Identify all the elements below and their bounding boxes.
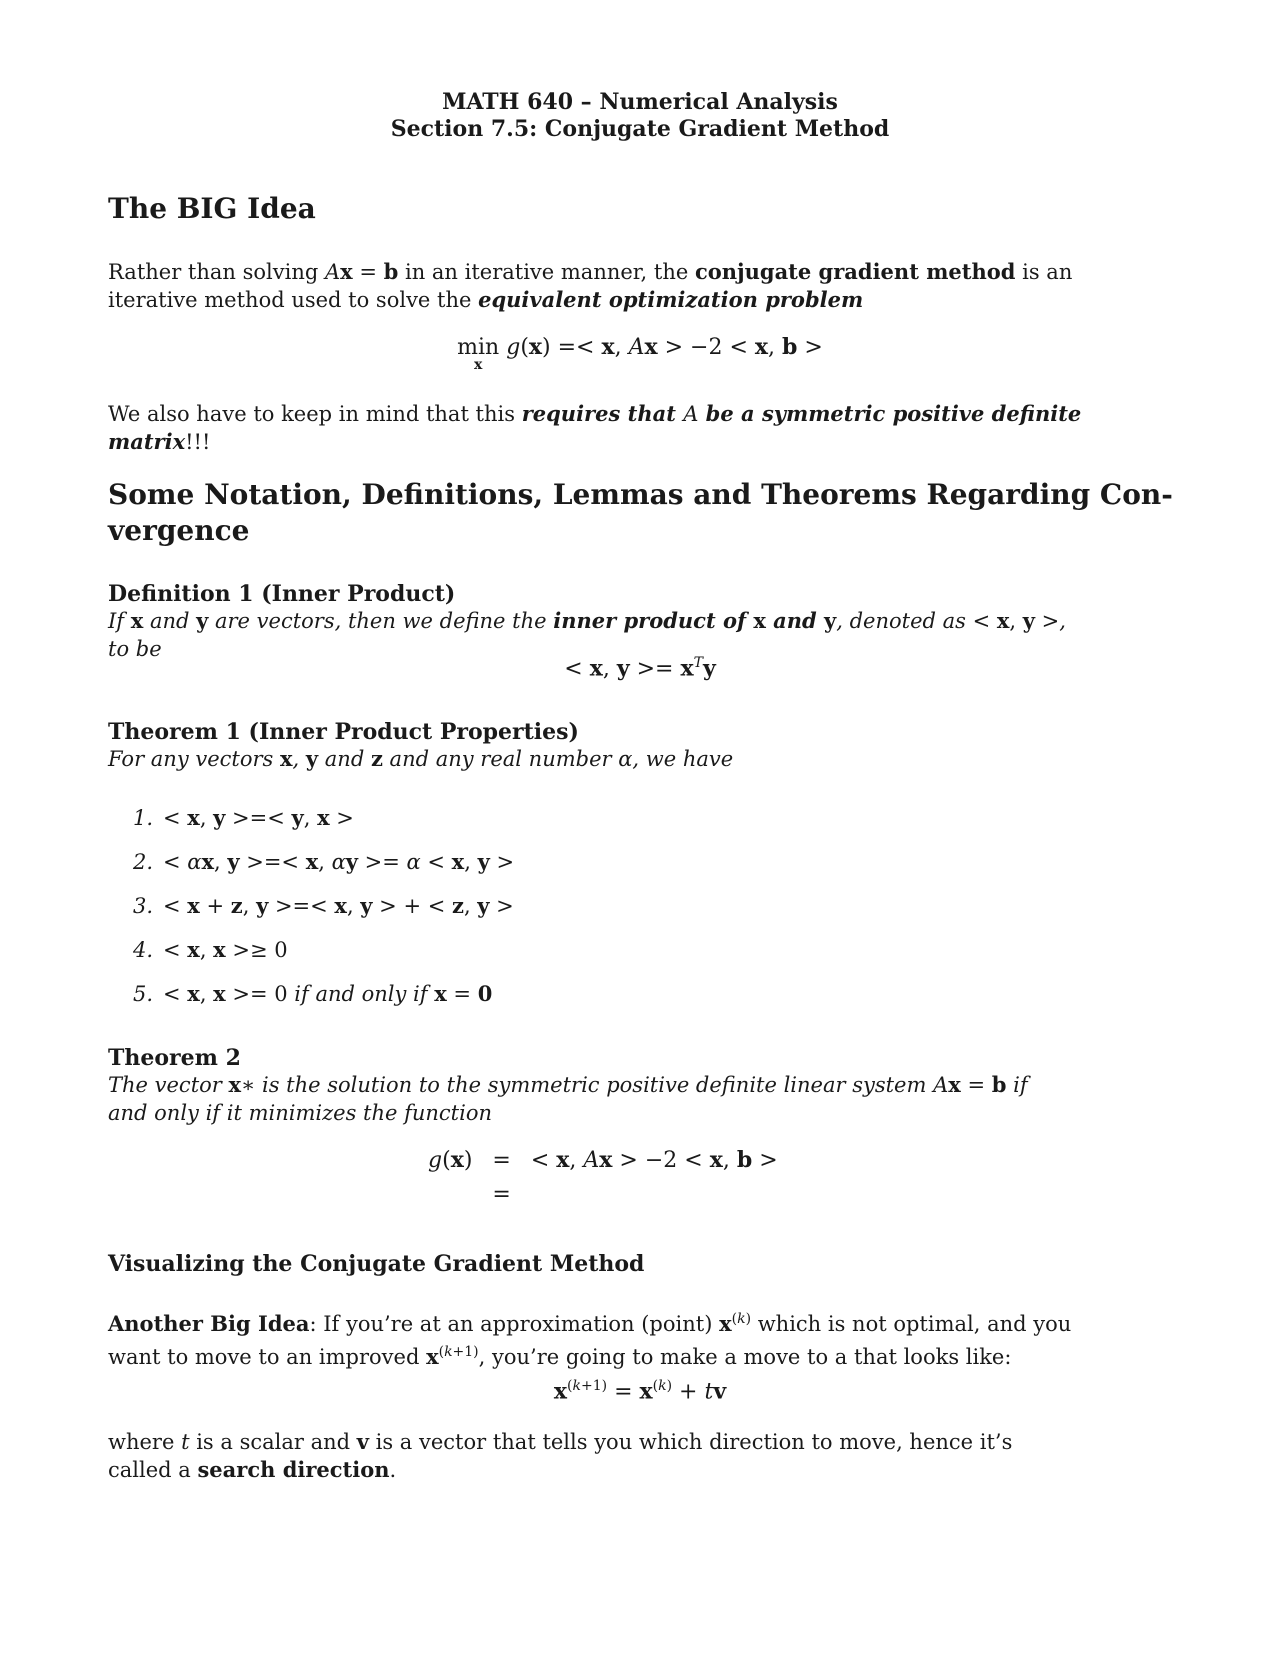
search-direction-paragraph: where t is a scalar and v is a vector that tells you which direction to move, hence it’s called a search direction. [108,1429,1013,1482]
list-item: 3. < x + z, y >=< x, y > + < z, y > [133,893,514,918]
emphasis-term: be a symmetric positive definite matrix [108,401,1082,454]
text: , you’re going to make a move to a that looks like: [478,1345,1012,1369]
text: is a vector that tells you which direction to move, hence it’s called a [108,1430,1013,1482]
bold-term: inner product of [553,608,754,633]
theorem-1-text: For any vectors x, y and z and any real number α, we have [108,746,734,771]
course-title: MATH 640 – Numerical Analysis [442,89,838,115]
list-item: 4. < x, x >≥ 0 [133,937,288,962]
text: and any real number [382,747,619,771]
emphasis-term: equivalent optimization problem [478,287,864,312]
notation-heading-line1: Some Notation, Definitions, Lemmas and Theorems Regarding Con- [108,478,1173,511]
optimization-equation: min x g(x) =< x, Ax > −2 < x, b > [457,334,823,373]
visualizing-heading: Visualizing the Conjugate Gradient Method [108,1251,645,1277]
big-idea-paragraph: Rather than solving Ax = b in an iterative manner, the conjugate gradient method is an iterative method used to solve the equivalent optimization problem [108,259,1073,312]
text: if and only if it minimizes the function [108,1073,1028,1125]
definition-1-title: Definition 1 (Inner Product) [108,581,456,607]
min-subscript: x [473,357,483,373]
text: which is not optimal, and you want to move to an improved [108,1312,1072,1369]
theorem-1-title: Theorem 1 (Inner Product Properties) [108,719,579,745]
emphasis-term: requires that [521,401,684,426]
spd-requirement: We also have to keep in mind that this requires that A be a symmetric positive definite matrix!!! [108,401,1082,454]
list-item: 2. < αx, y >=< x, αy >= α < x, y > [133,849,515,874]
text: , we have [632,747,734,771]
text: For any vectors [108,747,280,771]
theorem-2-text: The vector x∗ is the solution to the symmetric positive definite linear system Ax = b if and only if it minimizes the function [108,1072,1028,1125]
bold-term: conjugate gradient method [694,259,1016,284]
list-item: 5. < x, x >= 0 if and only if x = 0 [133,981,493,1006]
text: The vector [108,1073,229,1097]
list-number: 4. [133,938,154,962]
notation-heading-line2: vergence [108,514,250,547]
list-number: 2. [133,850,154,874]
text: is a scalar and [189,1430,357,1454]
list-number: 3. [133,894,154,918]
text: !!! [185,430,211,454]
text: if and only if [287,982,435,1006]
text: and [318,747,371,771]
bold-term: and [765,608,825,633]
text: : If you’re at an approximation (point) [309,1312,720,1336]
list-number: 1. [133,806,154,830]
theorem-2-title: Theorem 2 [108,1045,241,1071]
text: If [108,609,131,633]
another-big-idea-paragraph: Another Big Idea: If you’re at an approximation (point) $x^{(k)}$ which is not optimal, and you want to move to an improved $x^{(k+1)}$, you’re going to make a move to a that looks like: [108,1311,1072,1369]
definition-1-text: If x and y are vectors, then we define the inner product of x and y, denoted as < x, y >, to be [108,608,1066,661]
objective-function-equation: g(x) = < x, Ax > −2 < x, b > = [428,1147,778,1207]
text: We also have to keep in mind that this [108,402,522,426]
section-title: Section 7.5: Conjugate Gradient Method [390,116,890,142]
list-item: 1. < x, y >=< y, x > [133,805,354,830]
big-idea-heading: The BIG Idea [108,192,316,225]
text: are vectors, then we define the [208,609,554,633]
text: , to be [108,609,1066,661]
inner-product-equation: < x, $y >= x^Ty$ [564,655,716,682]
text: where [108,1430,182,1454]
text: Rather than solving [108,260,325,284]
bold-term: search direction [197,1457,390,1482]
min-operator: min [457,335,500,360]
text: , denoted as [836,609,973,633]
bold-term: Another Big Idea [108,1311,310,1336]
list-number: 5. [133,982,154,1006]
text: is an iterative method used to solve the [108,260,1073,312]
text: . [389,1458,397,1482]
text: in an iterative manner, the [398,260,695,284]
text: and [143,609,197,633]
update-equation: $x^{(k+1)} = x^{(k)}$ + tv [553,1378,727,1405]
text: is the solution to the symmetric positive definite linear system [255,1073,934,1097]
